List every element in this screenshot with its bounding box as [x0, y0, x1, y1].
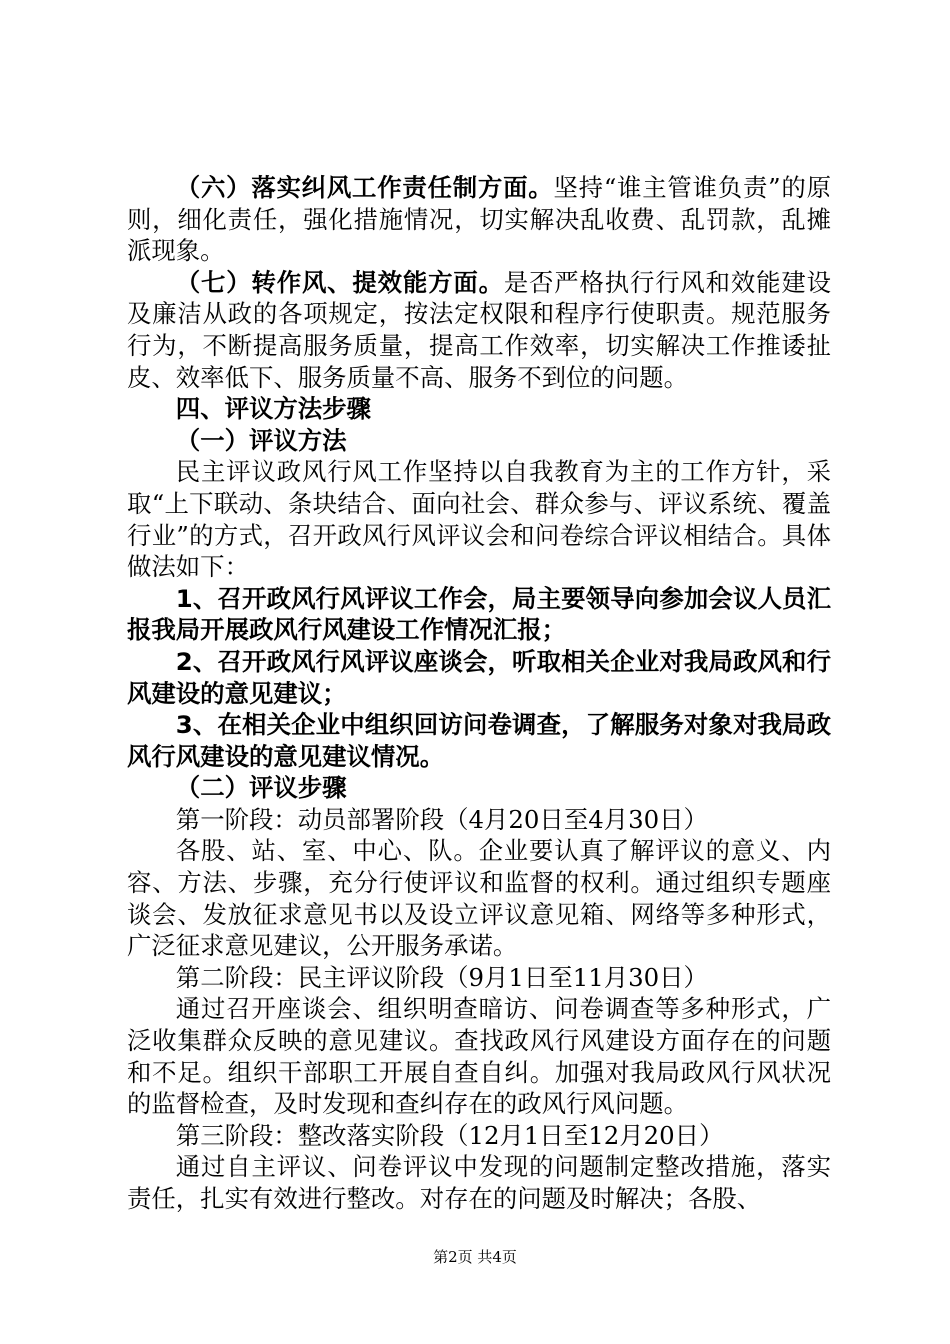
- section-heading-6: （六）落实纠风工作责任制方面。: [175, 173, 554, 202]
- section-title-4: 四、评议方法步骤: [175, 394, 371, 424]
- stage-3-title: 第三阶段：整改落实阶段（12月1日至12月20日）: [175, 1120, 724, 1150]
- list-item-2: 2、召开政风行风评议座谈会，听取相关企业对我局政风和行风建设的意见建议；: [127, 646, 831, 708]
- paragraph-methods: 民主评议政风行风工作坚持以自我教育为主的工作方针，采取“上下联动、条块结合、面向社会、群众参与、评议系统、覆盖行业”的方式，召开政风行风评议会和问卷综合评议相结合。具体做法如下：: [127, 457, 831, 582]
- paragraph-text: 是否严格执行行风和效能建设及廉洁从政的各项规定，按法定权限和程序行使职责。规范服务行为，不断提高服务质量，提高工作效率，切实解决工作推诿扯皮、效率低下、服务质量不高、服务不到位的问题。: [127, 267, 831, 392]
- page-number-footer: 第2页 共4页: [433, 1248, 517, 1266]
- subsection-title-methods: （一）评议方法: [175, 425, 347, 455]
- stage-1-text: 各股、站、室、中心、队。企业要认真了解评议的意义、内容、方法、步骤，充分行使评议和监督的权利。通过组织专题座谈会、发放征求意见书以及设立评议意见箱、网络等多种形式，广泛征求意见建议，公开服务承诺。: [127, 836, 831, 961]
- paragraph-text: 坚持“谁主管谁负责”的原则，细化责任，强化措施情况，切实解决乱收费、乱罚款，乱摊派现象。: [127, 173, 831, 266]
- stage-3-text: 通过自主评议、问卷评议中发现的问题制定整改措施，落实责任，扎实有效进行整改。对存在的问题及时解决；各股、: [127, 1152, 831, 1213]
- subsection-title-steps: （二）评议步骤: [175, 773, 347, 803]
- list-item-1: 1、召开政风行风评议工作会，局主要领导向参加会议人员汇报我局开展政风行风建设工作情况汇报；: [127, 583, 831, 645]
- section-heading-7: （七）转作风、提效能方面。: [175, 267, 504, 297]
- stage-1-title: 第一阶段：动员部署阶段（4月20日至4月30日）: [175, 804, 708, 834]
- stage-2-text: 通过召开座谈会、组织明查暗访、问卷调查等多种形式，广泛收集群众反映的意见建议。查找政风行风建设方面存在的问题和不足。组织干部职工开展自查自纠。加强对我局政风行风状况的监督检查，及时发现和查纠存在的政风行风问题。: [127, 994, 831, 1119]
- paragraph-7: [127, 267, 831, 393]
- document-body: [127, 172, 831, 1215]
- paragraph-6: [127, 172, 831, 267]
- list-item-3: 3、在相关企业中组织回访问卷调查，了解服务对象对我局政风行风建设的意见建议情况。: [127, 710, 831, 771]
- stage-2-title: 第二阶段：民主评议阶段（9月1日至11月30日）: [175, 962, 708, 992]
